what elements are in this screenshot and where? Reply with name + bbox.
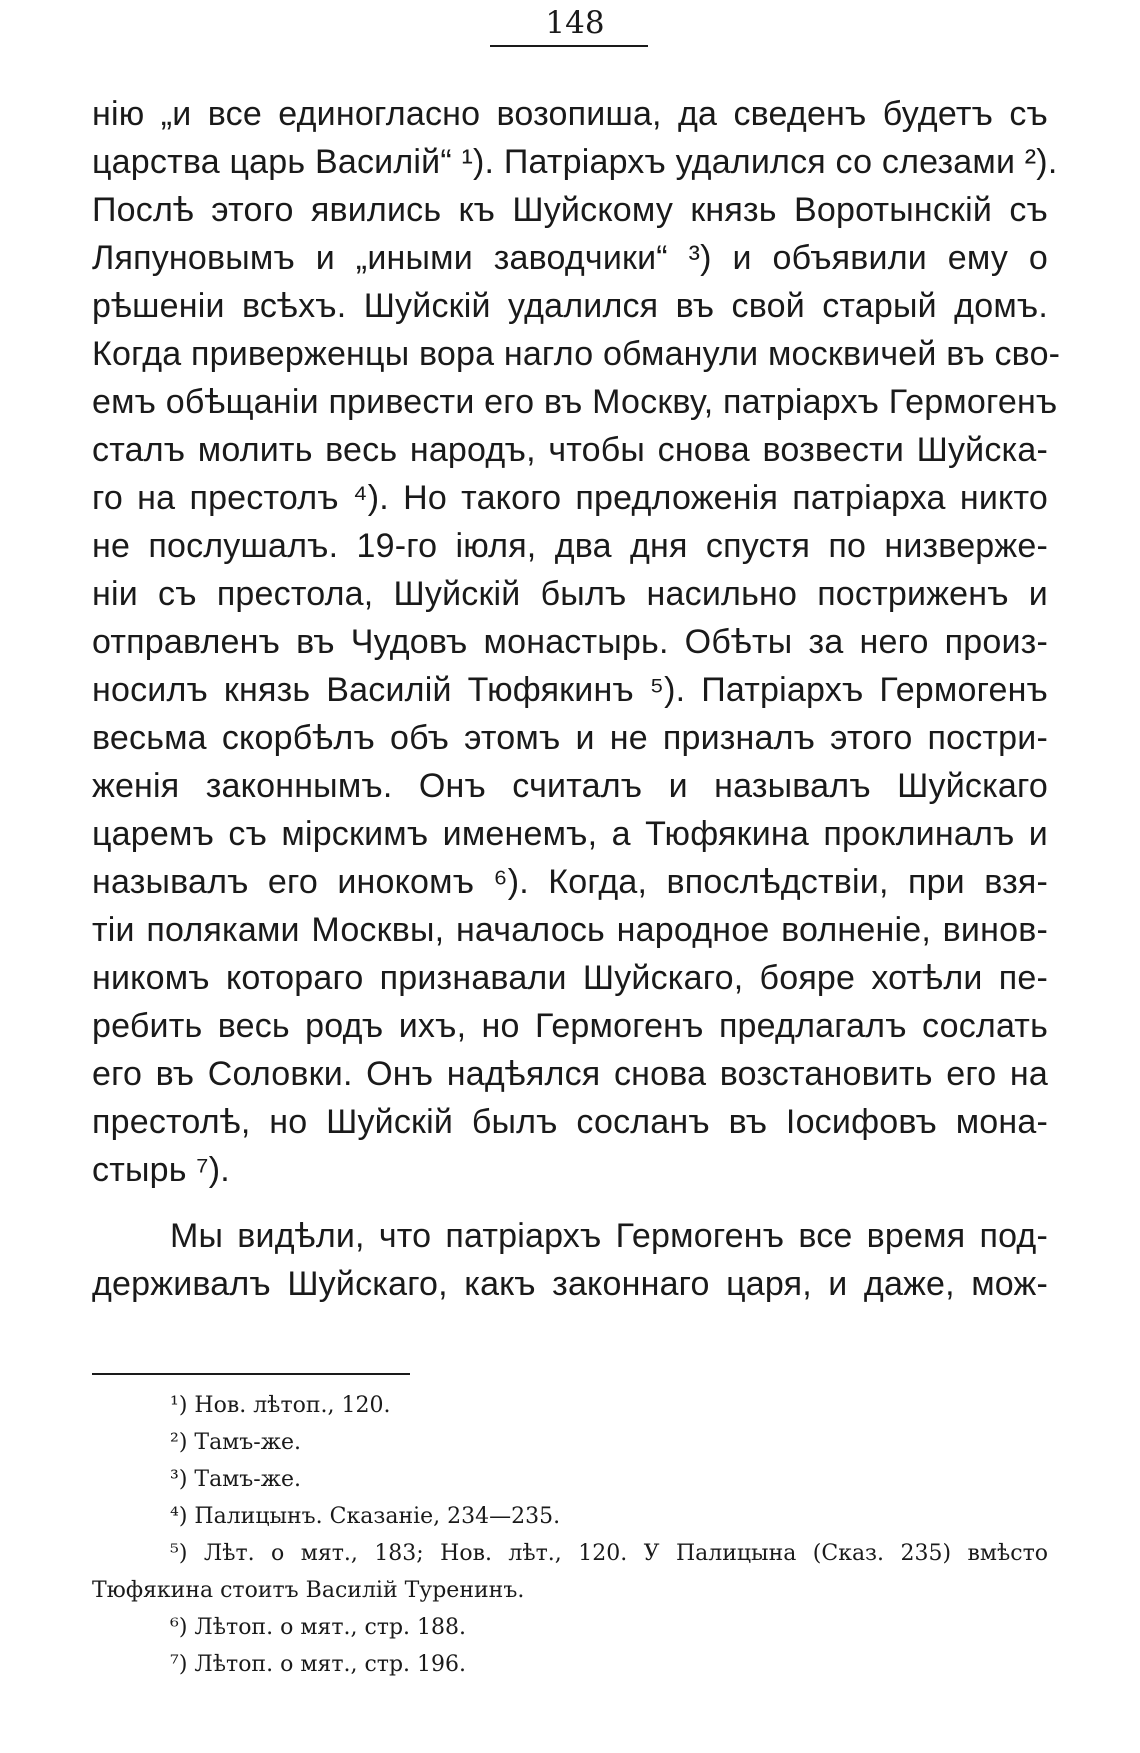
footnote-continuation: Тюфякина стоитъ Василій Туренинъ. [92,1578,525,1603]
text-line: ніи съ престола, Шуйскій былъ насильно постриженъ и [92,575,1048,613]
text-line: Когда приверженцы вора нагло обманули москвичей въ сво- [92,335,1061,373]
footnote: ⁶) Лѣтоп. о мят., стр. 188. [170,1615,467,1640]
text-line: сталъ молить весь народъ, чтобы снова возвести Шуйска- [92,431,1048,469]
footnote: ¹) Нов. лѣтоп., 120. [170,1393,391,1418]
text-line: не послушалъ. 19-го іюля, два дня спустя по низверже- [92,527,1048,565]
text-line: стырь ⁷). [92,1151,230,1189]
footnote: ⁵) Лѣт. о мят., 183; Нов. лѣт., 120. У Палицына (Сказ. 235) вмѣсто [170,1541,1048,1566]
text-line: женія законнымъ. Онъ считалъ и называлъ Шуйскаго [92,767,1048,805]
text-line: весьма скорбѣлъ объ этомъ и не призналъ этого постри- [92,719,1048,757]
text-line: Послѣ этого явились къ Шуйскому князь Воротынскій съ [92,191,1048,229]
text-line: Мы видѣли, что патріархъ Гермогенъ все время под- [170,1217,1048,1255]
text-line: го на престолъ ⁴). Но такого предложенія патріарха никто [92,479,1048,517]
paragraph-gap [92,1194,1048,1212]
text-line: ребить весь родъ ихъ, но Гермогенъ предлагалъ сослать [92,1007,1048,1045]
text-line: никомъ котораго признавали Шуйскаго, бояре хотѣли пе- [92,959,1048,997]
text-line: Ляпуновымъ и „иными заводчики“ ³) и объявили ему о [92,239,1048,277]
text-line: держивалъ Шуйскаго, какъ законнаго царя, и даже, мож- [92,1265,1048,1303]
text-line: носилъ князь Василій Тюфякинъ ⁵). Патріархъ Гермогенъ [92,671,1048,709]
text-line: престолѣ, но Шуйскій былъ сосланъ въ Іосифовъ мона- [92,1103,1048,1141]
text-line: емъ обѣщаніи привести его въ Москву, патріархъ Гермогенъ [92,383,1058,421]
text-line: тіи поляками Москвы, началось народное волненіе, винов- [92,911,1048,949]
footnote: ⁴) Палицынъ. Сказаніе, 234—235. [170,1504,561,1529]
footnote-rule [92,1373,410,1375]
header-rule [490,45,648,47]
page-number: 148 [545,5,605,41]
footnote: ³) Тамъ-же. [170,1467,301,1492]
footnotes [92,1387,1048,1683]
text-line: царства царь Василій“ ¹). Патріархъ удалился со слезами ²). [92,143,1058,181]
footnote: ⁷) Лѣтоп. о мят., стр. 196. [170,1652,467,1677]
footnote: ²) Тамъ-же. [170,1430,301,1455]
main-text [92,90,1061,1308]
text-line: рѣшеніи всѣхъ. Шуйскій удалился въ свой старый домъ. [92,287,1048,325]
text-line: нію „и все единогласно возопиша, да сведенъ будетъ съ [92,95,1048,133]
text-line: царемъ съ мірскимъ именемъ, а Тюфякина проклиналъ и [92,815,1048,853]
text-line: его въ Соловки. Онъ надѣялся снова возстановить его на [92,1055,1048,1093]
text-line: отправленъ въ Чудовъ монастырь. Обѣты за него произ- [92,623,1048,661]
text-line: называлъ его инокомъ ⁶). Когда, впослѣдствіи, при взя- [92,863,1048,901]
